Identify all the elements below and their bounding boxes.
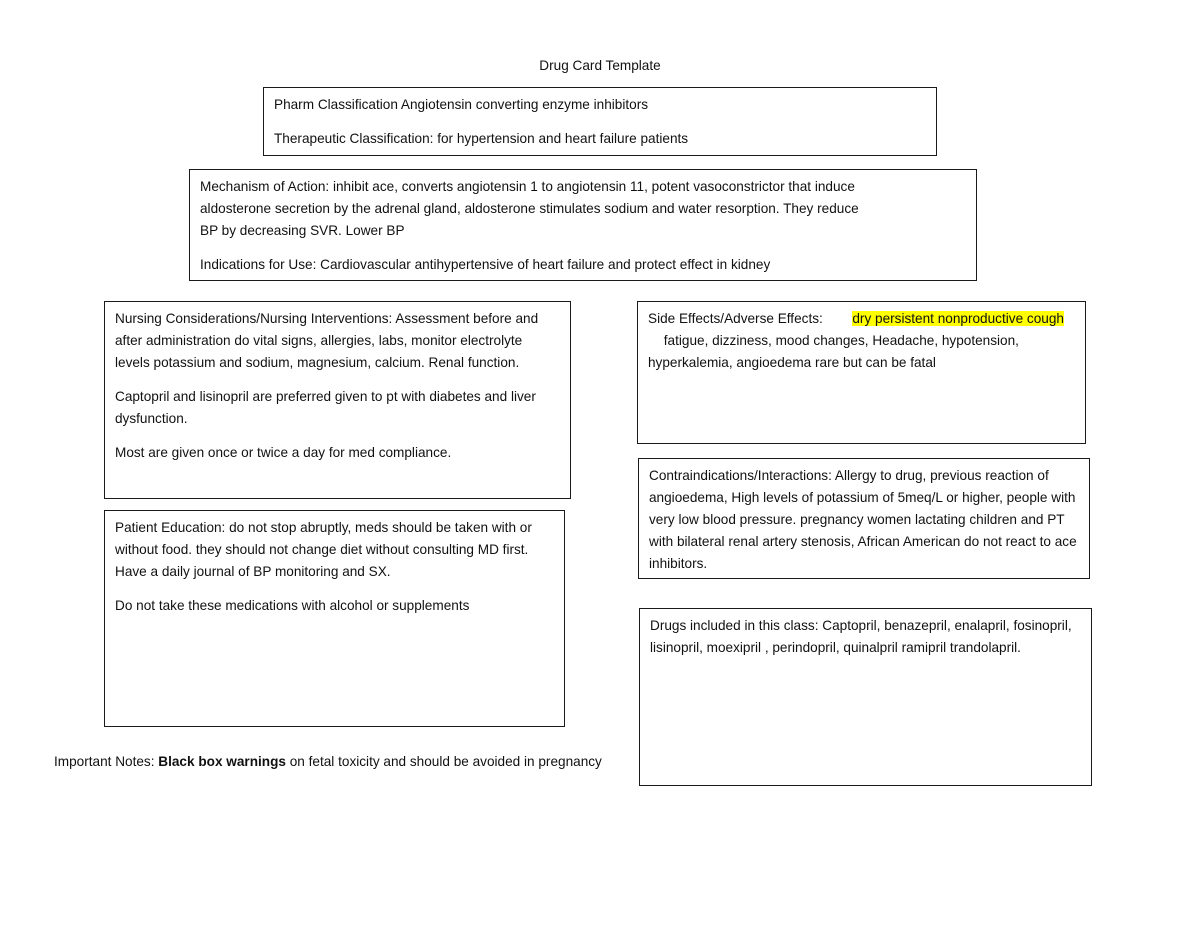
mechanism-line-1: Mechanism of Action: inhibit ace, converts angiotensin 1 to angiotensin 11, potent vasoconstrictor that induce bbox=[200, 179, 855, 194]
page-title: Drug Card Template bbox=[539, 58, 661, 73]
patient-education-paragraph-1: Patient Education: do not stop abruptly, meds should be taken with or without food. they should not change diet without consulting MD first. Have a daily journal of BP monitoring and SX. bbox=[115, 520, 532, 579]
therapeutic-classification: Therapeutic Classification: for hypertension and heart failure patients bbox=[274, 131, 689, 146]
side-effects-label: Side Effects/Adverse Effects: bbox=[648, 311, 823, 326]
patient-education-box bbox=[104, 510, 565, 727]
indications: Indications for Use: Cardiovascular antihypertensive of heart failure and protect effect in kidney bbox=[200, 257, 771, 272]
important-notes-rest: on fetal toxicity and should be avoided in pregnancy bbox=[289, 754, 602, 769]
important-notes-bold: Black box warnings bbox=[158, 754, 286, 769]
nursing-paragraph-3: Most are given once or twice a day for med compliance. bbox=[115, 445, 452, 460]
nursing-paragraph-1: Nursing Considerations/Nursing Interventions: Assessment before and after administration do vital signs, allergies, labs, monitor electrolyte levels potassium and sodium, magnesium, calcium. Renal function. bbox=[115, 311, 539, 370]
drugs-in-class-box bbox=[639, 608, 1092, 786]
contraindications-box bbox=[638, 458, 1090, 579]
pharm-classification: Pharm Classification Angiotensin converting enzyme inhibitors bbox=[274, 97, 649, 112]
nursing-paragraph-2: Captopril and lisinopril are preferred given to pt with diabetes and liver dysfunction. bbox=[115, 389, 536, 426]
drugs-in-class-text: Drugs included in this class: Captopril, benazepril, enalapril, fosinopril, lisinopril, moexipril , perindopril, quinalpril ramipril trandolapril. bbox=[650, 618, 1072, 655]
mechanism-line-2: aldosterone secretion by the adrenal gland, aldosterone stimulates sodium and water resorption. They reduce bbox=[200, 201, 859, 216]
mechanism-box bbox=[189, 169, 977, 281]
side-effects-highlight: dry persistent nonproductive cough bbox=[852, 311, 1064, 326]
mechanism-line-3: BP by decreasing SVR. Lower BP bbox=[200, 223, 405, 238]
side-effects-text bbox=[648, 308, 1075, 374]
pharm-classification-box bbox=[263, 87, 937, 156]
patient-education-paragraph-2: Do not take these medications with alcohol or supplements bbox=[115, 598, 470, 613]
nursing-considerations-box bbox=[104, 301, 571, 499]
important-notes-label: Important Notes: bbox=[54, 754, 155, 769]
contraindications-text: Contraindications/Interactions: Allergy to drug, previous reaction of angioedema, High levels of potassium of 5meq/L or higher, people with very low blood pressure. pregnancy women lactating children and PT with bilateral renal artery stenosis, African American do not react to ace inhibitors. bbox=[649, 468, 1077, 571]
side-effects-rest: fatigue, dizziness, mood changes, Headache, hypotension, hyperkalemia, angioedema rare but can be fatal bbox=[648, 333, 1019, 370]
side-effects-box bbox=[637, 301, 1086, 444]
important-notes bbox=[54, 745, 614, 779]
